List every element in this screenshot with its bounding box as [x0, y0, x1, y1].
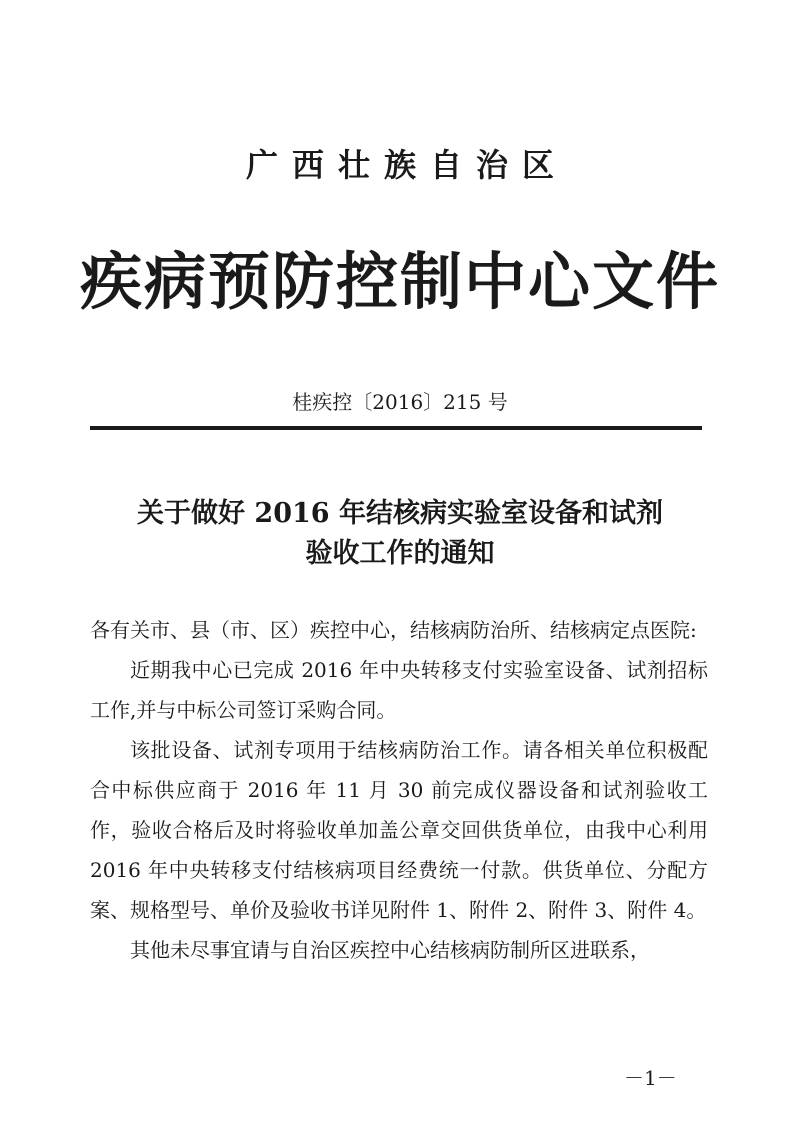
salutation: 各有关市、县（市、区）疾控中心，结核病防治所、结核病定点医院:	[90, 618, 697, 642]
page-number: －1－	[624, 1066, 677, 1090]
body-paragraph-2: 该批设备、试剂专项用于结核病防治工作。请各相关单位积极配合中标供应商于 2016 年 11 月 30 前完成仪器设备和试剂验收工作，验收合格后及时将验收单加盖公章交回供货单位，由我中心利用 2016 年中央转移支付结核病项目经费统一付款。供货单位、分配方案、规格型号、单价及验收书详见附件 1、附件 2、附件 3、附件 4。	[90, 738, 708, 922]
document-number: 桂疾控〔2016〕215 号	[292, 390, 508, 414]
issuing-authority-title: 疾病预防控制中心文件	[79, 245, 720, 318]
notice-title	[60, 494, 740, 574]
notice-title-line-1: 关于做好 2016 年结核病实验室设备和试剂	[137, 498, 663, 529]
body-paragraph-1: 近期我中心已完成 2016 年中央转移支付实验室设备、试剂招标工作,并与中标公司签订采购合同。	[90, 658, 708, 722]
body-paragraph-3: 其他未尽事宜请与自治区疾控中心结核病防制所区进联系，	[130, 938, 650, 962]
notice-body	[90, 610, 708, 970]
header-divider	[90, 426, 702, 430]
issuing-authority-region: 广西壮族自治区	[245, 146, 568, 184]
notice-title-line-2: 验收工作的通知	[305, 538, 495, 569]
